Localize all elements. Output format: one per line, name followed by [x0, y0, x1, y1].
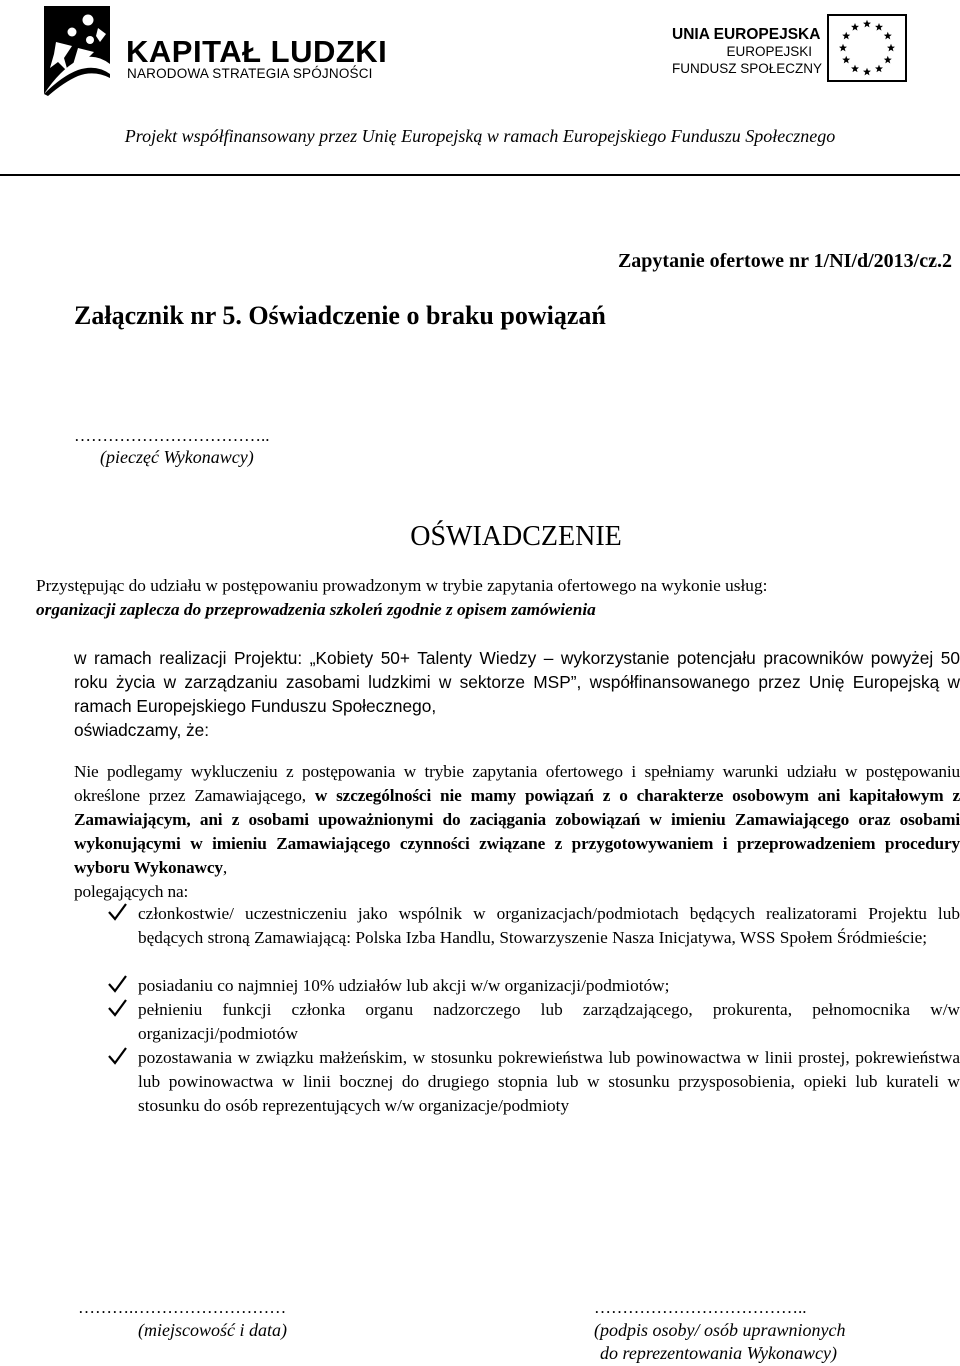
statement-body — [74, 760, 960, 880]
checklist-item-text: pełnieniu funkcji członka organu nadzorczego lub zarządzającego, prokurenta, pełnomocnika w/w organizacji/podmiotów — [138, 1000, 960, 1043]
place-date-label: (miejscowość i data) — [138, 1320, 287, 1340]
declaration-lead: oświadczamy, że: — [74, 720, 210, 740]
intro-subject: organizacji zaplecza do przeprowadzenia szkoleń zgodnie z opisem zamówienia — [36, 600, 596, 619]
project-description: w ramach realizacji Projektu: „Kobiety 50+ Talenty Wiedzy – wykorzystanie potencjału pracowników powyżej 50 roku życia w zarządzaniu zasobami ludzkimi w sektorze MSP”, współfinansowanego przez Unię Europejską w ramach Europejskiego Funduszu Społecznego, — [74, 648, 960, 716]
statement-end: , — [222, 858, 228, 877]
kapital-ludzki-title: KAPITAŁ LUDZKI — [126, 34, 388, 69]
ue-logo-line3: FUNDUSZ SPOŁECZNY — [672, 61, 823, 76]
checklist-item-text: pozostawania w związku małżeńskim, w stosunku pokrewieństwa lub powinowactwa w linii prostej, pokrewieństwa lub powinowactwa w linii bocznej do drugiego stopnia lub w stosunku przysposobienia, opieki lub kurateli w stosunku do osób reprezentujących w/w organizacje/podmioty — [138, 1048, 960, 1115]
ue-logo-line2: EUROPEJSKI — [726, 44, 812, 59]
checkmark-icon — [106, 901, 128, 923]
kapital-ludzki-logo-icon — [38, 2, 116, 100]
checklist-item — [106, 974, 960, 998]
ue-logo-text — [672, 26, 823, 77]
seal-label: (pieczęć Wykonawcy) — [100, 447, 254, 467]
intro-line-1: Przystępując do udziału w postępowaniu prowadzonym w trybie zapytania ofertowego na wykonie usług: — [36, 576, 768, 595]
signature-label-line-2: do reprezentowania Wykonawcy) — [600, 1343, 837, 1363]
document-title: OŚWIADCZENIE — [410, 521, 622, 552]
annex-title: Załącznik nr 5. Oświadczenie o braku powiązań — [74, 301, 606, 330]
checklist-item — [106, 998, 960, 1046]
checklist-item — [106, 1046, 960, 1118]
checklist-item-text: posiadaniu co najmniej 10% udziałów lub akcji w/w organizacji/podmiotów; — [138, 976, 670, 995]
eu-flag-stars-icon — [827, 14, 907, 82]
place-date-dotted-line: ……….……………………… — [78, 1298, 287, 1317]
project-tagline: Projekt współfinansowany przez Unię Europejską w ramach Europejskiego Funduszu Społecznego — [124, 126, 836, 146]
ue-logo-line1: UNIA EUROPEJSKA — [672, 26, 821, 43]
checklist-item — [106, 902, 960, 950]
header-divider — [0, 174, 960, 176]
statement-paragraph — [74, 760, 960, 904]
checkmark-icon — [106, 1045, 128, 1067]
statement-bold: w szczególności nie mamy powiązań z o charakterze osobowym ani kapitałowym z Zamawiającym, ani z osobami upoważnionymi do zaciągania zobowiązań w imieniu Zamawiającego oraz osobami wykonującymi w imieniu Zamawiającego czynności związane z przygotowywaniem i przeprowadzeniem procedury wyboru Wykonawcy — [74, 786, 960, 877]
checklist-item-text: członkostwie/ uczestniczeniu jako wspólnik w organizacjach/podmiotach będących realizatorami Projektu lub będących stroną Zamawiającą: Polska Izba Handlu, Stowarzyszenie Nasza Inicjatywa, WSS Społem Śródmieście; — [138, 904, 960, 947]
intro-text — [36, 574, 767, 622]
project-paragraph — [74, 646, 960, 742]
seal-dotted-line: …………………………….. — [74, 426, 270, 445]
checkmark-icon — [106, 973, 128, 995]
signature-dotted-line: ……………………………….. — [594, 1298, 807, 1317]
offer-reference: Zapytanie ofertowe nr 1/NI/d/2013/cz.2 — [617, 250, 952, 272]
statement-tail: polegających na: — [74, 882, 189, 901]
statement-plain: Nie podlegamy wykluczeniu z postępowania w trybie zapytania ofertowego i spełniamy warunki udziału w postępowaniu określone przez Zamawiającego, — [74, 762, 960, 805]
kapital-ludzki-subtitle: NARODOWA STRATEGIA SPÓJNOŚCI — [127, 66, 373, 81]
checkmark-icon — [106, 997, 128, 1019]
signature-label-line-1: (podpis osoby/ osób uprawnionych — [594, 1320, 846, 1340]
